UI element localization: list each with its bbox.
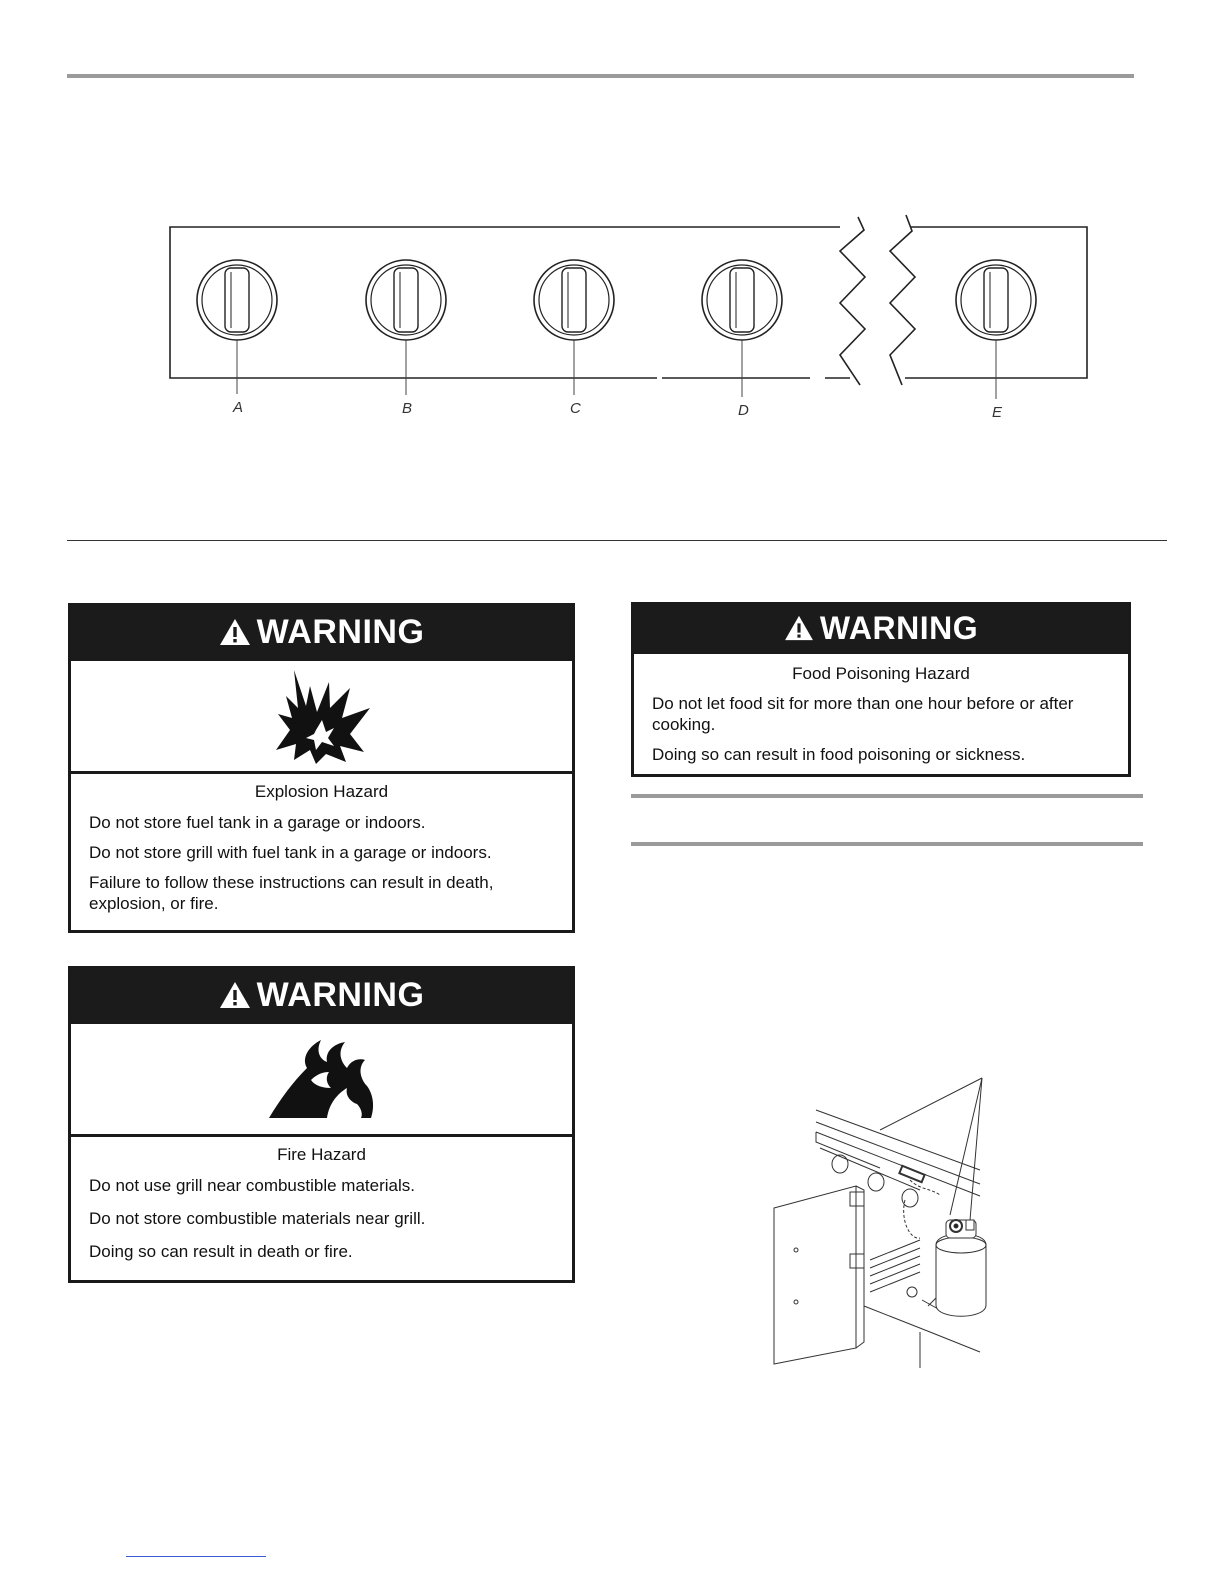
warning-header [71, 606, 572, 658]
warning-line: Doing so can result in food poisoning or sickness. [652, 745, 1026, 764]
warning-triangle-icon [219, 618, 251, 646]
knob-label: C [570, 400, 581, 417]
warning-line: Do not store fuel tank in a garage or indoors. [89, 813, 426, 832]
knob-b [366, 260, 446, 417]
hazard-title: Fire Hazard [277, 1145, 366, 1164]
knob-label: A [233, 399, 244, 416]
hazard-title: Food Poisoning Hazard [792, 664, 970, 683]
warning-title: WARNING [256, 975, 425, 1014]
hazard-title: Explosion Hazard [254, 782, 389, 801]
knob-e [956, 260, 1036, 421]
warning-line: Do not let food sit for more than one hour before or after cooking. [652, 694, 1074, 734]
section-rule [67, 540, 1167, 541]
top-rule [67, 74, 1134, 78]
warning-explosion [68, 603, 575, 933]
warning-line: Do not store grill with fuel tank in a garage or indoors. [89, 843, 492, 862]
right-rule-2 [631, 842, 1143, 846]
warning-line: Failure to follow these instructions can result in death, explosion, or fire. [89, 873, 494, 913]
warning-header [634, 605, 1128, 651]
explosion-icon [272, 668, 372, 764]
warning-line: Doing so can result in death or fire. [89, 1242, 353, 1261]
warning-line: Do not store combustible materials near grill. [89, 1209, 426, 1228]
warning-line: Do not use grill near combustible materials. [89, 1176, 415, 1195]
warning-triangle-icon [219, 981, 251, 1009]
right-rule-1 [631, 794, 1143, 798]
knob-c [534, 260, 614, 417]
knob-label: B [402, 400, 413, 417]
control-knob-diagram [160, 205, 1100, 435]
knob-label: E [992, 404, 1003, 421]
knob-d [702, 260, 782, 419]
knob-a [197, 260, 277, 416]
warning-title: WARNING [819, 609, 979, 646]
warning-header [71, 969, 572, 1021]
warning-fire [68, 966, 575, 1283]
warning-triangle-icon [784, 615, 814, 641]
knob-label: D [738, 402, 749, 419]
fire-pictogram [71, 1021, 572, 1137]
warning-food-poisoning [631, 602, 1131, 777]
explosion-pictogram [71, 658, 572, 774]
fire-icon [267, 1038, 377, 1120]
warning-title: WARNING [256, 612, 425, 651]
grill-fuel-tank-illustration [760, 1070, 1000, 1370]
footer-link-underline[interactable] [126, 1556, 266, 1557]
